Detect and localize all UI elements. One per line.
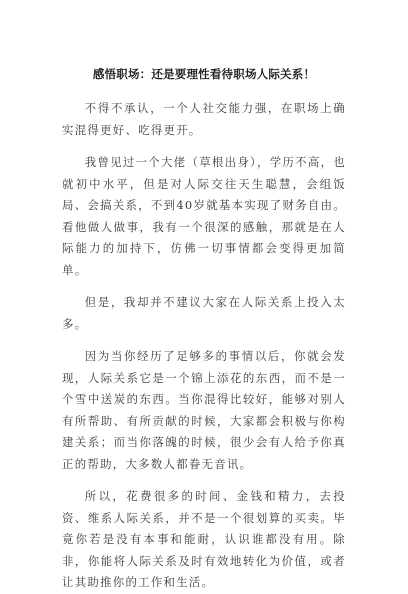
- paragraph-4: 因为当你经历了足够多的事情以后，你就会发现，人际关系它是一个锦上添花的东西，而不是一个雪中送炭的东西。当你混得比较好，能够对别人有所帮助、有所贡献的时候，大家都会积极与你构建关系；而当你落魄的时候，很少会有人给予你真正的帮助，大多数人都眷无音讯。: [62, 349, 346, 471]
- paragraph-3: 但是，我却并不建议大家在人际关系上投入太多。: [62, 295, 346, 331]
- paragraph-1: 不得不承认，一个人社交能力强，在职场上确实混得更好、吃得更开。: [62, 101, 346, 137]
- paragraph-2: 我曾见过一个大佬（草根出身），学历不高，也就初中水平，但是对人际交往天生聪慧，会组饭局、会搞关系，不到40岁就基本实现了财务自由。看他做人做事，我有一个很深的感触，那就是在人际能力的加持下，仿佛一切事情都会变得更加简单。: [62, 155, 346, 277]
- paragraph-5: 所以，花费很多的时间、金钱和精力，去投资、维系人际关系，并不是一个很划算的买卖。毕竟你若是没有本事和能耐，认识谁都没有用。除非，你能将人际关系及时有效地转化为价值，或者让其助推你的工作和生活。: [62, 489, 346, 589]
- document-title: 感悟职场：还是要理性看待职场人际关系！: [92, 67, 316, 81]
